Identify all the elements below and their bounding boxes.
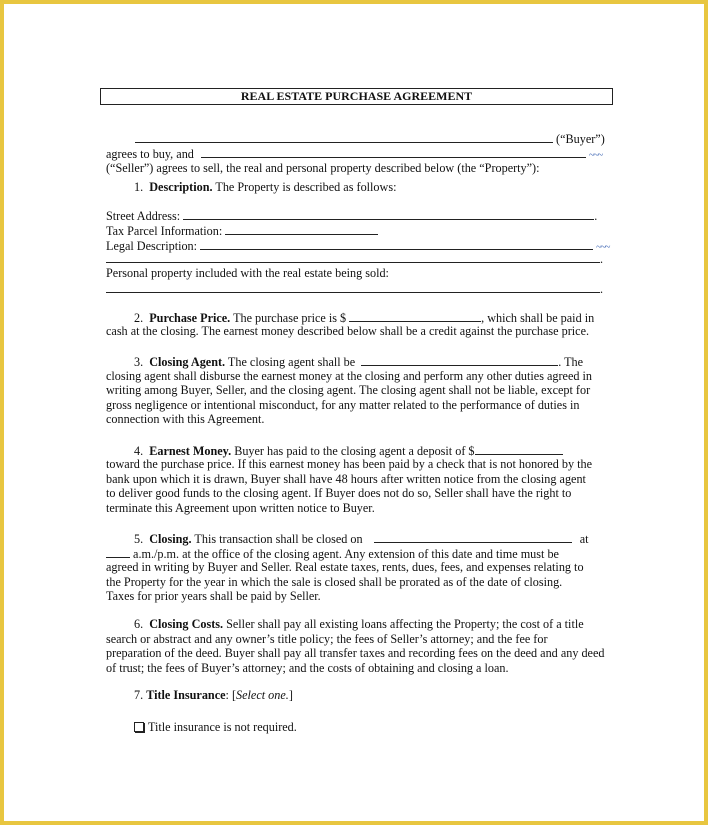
- section-1-text: The Property is described as follows:: [215, 180, 397, 194]
- personal-property-line: .: [106, 281, 603, 297]
- section-5-line-4: the Property for the year in which the sale is closed shall be prorated as of the date of closing.: [106, 575, 563, 589]
- section-6-heading: [134, 617, 584, 632]
- section-5-text-b: at: [579, 532, 589, 546]
- spellcheck-mark: ~~~: [596, 242, 610, 253]
- section-2-title: Purchase Price.: [149, 311, 231, 325]
- closing-date-field[interactable]: [374, 531, 572, 543]
- buyer-line: [135, 131, 605, 147]
- section-4-text-a: Buyer has paid to the closing agent a deposit of $: [234, 444, 475, 458]
- section-6-line-4: of trust; the fees of Buyer’s attorney; and the costs of obtaining and closing a loan.: [106, 661, 509, 675]
- seller-line: (“Seller”) agrees to sell, the real and personal property described below (the “Property”):: [106, 161, 540, 175]
- section-7-heading: [134, 688, 293, 703]
- section-1-number: 1.: [134, 180, 144, 194]
- section-6-line-2: search or abstract and any owner’s title policy; the fees of Seller’s attorney; and the fee for: [106, 632, 548, 646]
- section-6-text-a: Seller shall pay all existing loans affecting the Property; the cost of a title: [226, 617, 584, 631]
- tax-parcel-field[interactable]: [225, 223, 378, 235]
- section-3-line-2: closing agent shall disburse the earnest money at the closing and perform any other duties agreed in: [106, 369, 593, 383]
- section-6-title: Closing Costs.: [149, 617, 224, 631]
- title-insurance-option-1[interactable]: [134, 720, 297, 735]
- section-5-heading: [134, 531, 589, 547]
- street-address-label: Street Address:: [106, 209, 181, 223]
- checkbox-icon[interactable]: [134, 722, 144, 732]
- street-address-line: Street Address: .: [106, 209, 598, 223]
- section-2-text-a: The purchase price is $: [233, 311, 347, 325]
- street-address-field[interactable]: [183, 208, 594, 220]
- section-7-text: : [Select one.]: [225, 688, 293, 702]
- legal-description-field-2[interactable]: [106, 251, 600, 263]
- section-6-number: 6.: [134, 617, 144, 631]
- section-5-line-2-text: a.m./p.m. at the office of the closing agent. Any extension of this date and time must be: [133, 547, 559, 561]
- section-7-title: Title Insurance: [146, 688, 226, 702]
- section-3-heading: [134, 354, 583, 370]
- buyer-tag: (“Buyer”): [556, 132, 605, 146]
- section-3-text-a: The closing agent shall be: [227, 355, 356, 369]
- legal-description-label: Legal Description:: [106, 239, 198, 253]
- section-5-line-5: Taxes for prior years shall be paid by Seller.: [106, 589, 321, 603]
- section-4-number: 4.: [134, 444, 144, 458]
- section-1-heading: [134, 180, 396, 195]
- tax-parcel-label: Tax Parcel Information:: [106, 224, 223, 238]
- section-1-title: Description.: [149, 180, 213, 194]
- seller-blank[interactable]: [201, 146, 586, 158]
- personal-property-label: Personal property included with the real estate being sold:: [106, 266, 389, 280]
- earnest-money-field[interactable]: [475, 443, 563, 455]
- section-7-number: 7.: [134, 688, 144, 702]
- section-6-line-3: preparation of the deed. Buyer shall pay all transfer taxes and recording fees on the deed and any deed: [106, 646, 605, 660]
- legal-description-field[interactable]: [200, 238, 593, 250]
- closing-agent-field[interactable]: [361, 354, 558, 366]
- section-3-line-4: gross negligence or intentional misconduct, for any matter related to the performance of duties in: [106, 398, 580, 412]
- personal-property-field[interactable]: [106, 281, 600, 293]
- section-3-title: Closing Agent.: [149, 355, 226, 369]
- section-7-select-hint: Select one.: [236, 688, 289, 702]
- section-3-line-5: connection with this Agreement.: [106, 412, 265, 426]
- section-4-line-5: terminate this Agreement upon written notice to Buyer.: [106, 501, 375, 515]
- section-5-text-a: This transaction shall be closed on: [194, 532, 363, 546]
- section-4-line-3: bank upon which it is drawn, Buyer shall have 48 hours after written notice from the closing agent: [106, 472, 586, 486]
- option-1-label: Title insurance is not required.: [148, 720, 297, 734]
- document-title: REAL ESTATE PURCHASE AGREEMENT: [100, 88, 613, 105]
- section-5-number: 5.: [134, 532, 144, 546]
- agrees-text: agrees to buy, and: [106, 147, 194, 161]
- buyer-blank[interactable]: [135, 131, 553, 143]
- section-5-line-3: agreed in writing by Buyer and Seller. Real estate taxes, rents, dues, fees, and expenses relating to: [106, 560, 584, 574]
- section-4-line-2: toward the purchase price. If this earnest money has been paid by a check that is not honored by the: [106, 457, 592, 471]
- tax-parcel-line: [106, 223, 378, 239]
- spellcheck-mark: ~~~: [588, 150, 603, 161]
- section-3-number: 3.: [134, 355, 144, 369]
- section-5-title: Closing.: [149, 532, 192, 546]
- section-4-title: Earnest Money.: [149, 444, 232, 458]
- section-2-line-2: cash at the closing. The earnest money described below shall be a credit against the purchase price.: [106, 324, 590, 338]
- section-3-text-b: . The: [558, 355, 584, 369]
- section-2-number: 2.: [134, 311, 144, 325]
- section-2-text-b: , which shall be paid in: [481, 311, 595, 325]
- closing-time-field[interactable]: [106, 546, 130, 558]
- section-3-line-3: writing among Buyer, Seller, and the closing agent. The closing agent shall not be liable, except for: [106, 383, 591, 397]
- section-4-line-4: to deliver good funds to the closing agent. If Buyer does not do so, Seller shall have the right to: [106, 486, 572, 500]
- legal-description-line-2: .: [106, 251, 603, 267]
- purchase-price-field[interactable]: [349, 310, 481, 322]
